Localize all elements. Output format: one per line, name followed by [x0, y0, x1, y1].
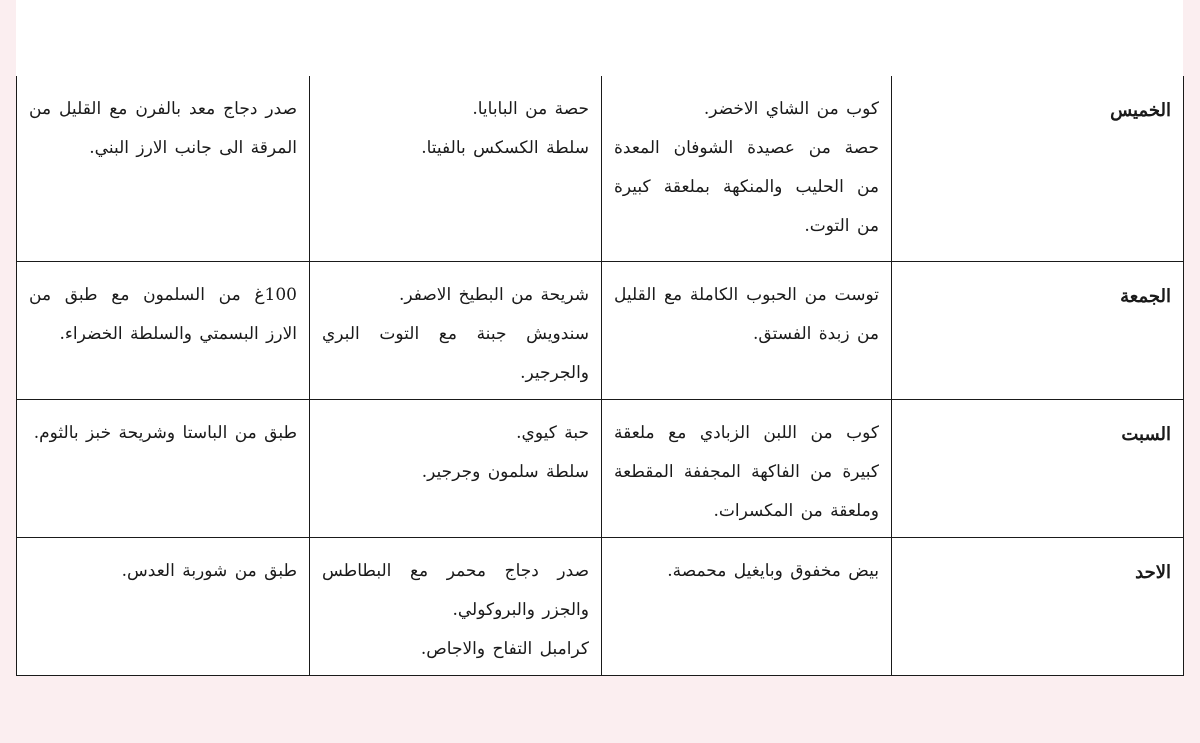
- breakfast-cell: [602, 261, 892, 399]
- cell-text: توست من الحبوب الكاملة مع القليل من زبدة الفستق.: [614, 284, 879, 344]
- cell-text: كوب من الشاي الاخضر.: [703, 99, 879, 119]
- day-label: الاحد: [1135, 562, 1171, 584]
- day-label: الخميس: [1110, 100, 1171, 121]
- cell-text: سلطة سلمون وجرجير.: [421, 461, 589, 482]
- cell-text: كوب من اللبن الزبادي مع ملعقة كبيرة من الفاكهة المجففة المقطعة وملعقة من المكسرات.: [614, 422, 879, 521]
- snack-cell: [310, 76, 602, 261]
- table-row-thursday: [17, 76, 1184, 261]
- cell-text: طبق من الباستا وشريحة خبز بالثوم.: [33, 422, 297, 443]
- cell-text: حصة من عصيدة الشوفان المعدة من الحليب والمنكهة بملعقة كبيرة من التوت.: [614, 138, 879, 237]
- day-label: الجمعة: [1120, 285, 1171, 307]
- day-cell: [892, 399, 1184, 537]
- cell-text: سندويش جبنة مع التوت البري والجرجير.: [322, 323, 589, 383]
- cell-text: بيض مخفوق وبايغيل محمصة.: [667, 561, 879, 582]
- table-row-sunday: [17, 538, 1184, 676]
- cell-text: طبق من شوربة العدس.: [121, 561, 297, 582]
- day-cell: [892, 538, 1184, 676]
- cell-text: حصة من البابايا.: [472, 99, 589, 119]
- breakfast-cell: [602, 76, 892, 261]
- meal-plan-table: [16, 76, 1184, 676]
- snack-cell: [310, 538, 602, 676]
- cell-text: شريحة من البطيخ الاصفر.: [398, 284, 589, 305]
- day-cell: [892, 76, 1184, 261]
- cell-text: 100غ من السلمون مع طبق من الارز البسمتي والسلطة الخضراء.: [29, 284, 297, 344]
- cell-text: صدر دجاج محمر مع البطاطس والجزر والبروكولي.: [322, 561, 589, 621]
- dinner-cell: [17, 538, 310, 676]
- cell-text: حبة كيوي.: [516, 422, 589, 443]
- dinner-cell: [17, 76, 310, 261]
- snack-cell: [310, 399, 602, 537]
- snack-cell: [310, 261, 602, 399]
- table-row-saturday: [17, 399, 1184, 537]
- cell-text: صدر دجاج معد بالفرن مع القليل من المرقة الى جانب الارز البني.: [29, 99, 297, 159]
- breakfast-cell: [602, 399, 892, 537]
- table-row-friday: [17, 261, 1184, 399]
- dinner-cell: [17, 399, 310, 537]
- cell-text: سلطة الكسكس بالفيتا.: [421, 138, 589, 159]
- day-cell: [892, 261, 1184, 399]
- day-label: السبت: [1121, 423, 1171, 445]
- dinner-cell: [17, 261, 310, 399]
- breakfast-cell: [602, 538, 892, 676]
- cell-text: كرامبل التفاح والاجاص.: [420, 639, 589, 660]
